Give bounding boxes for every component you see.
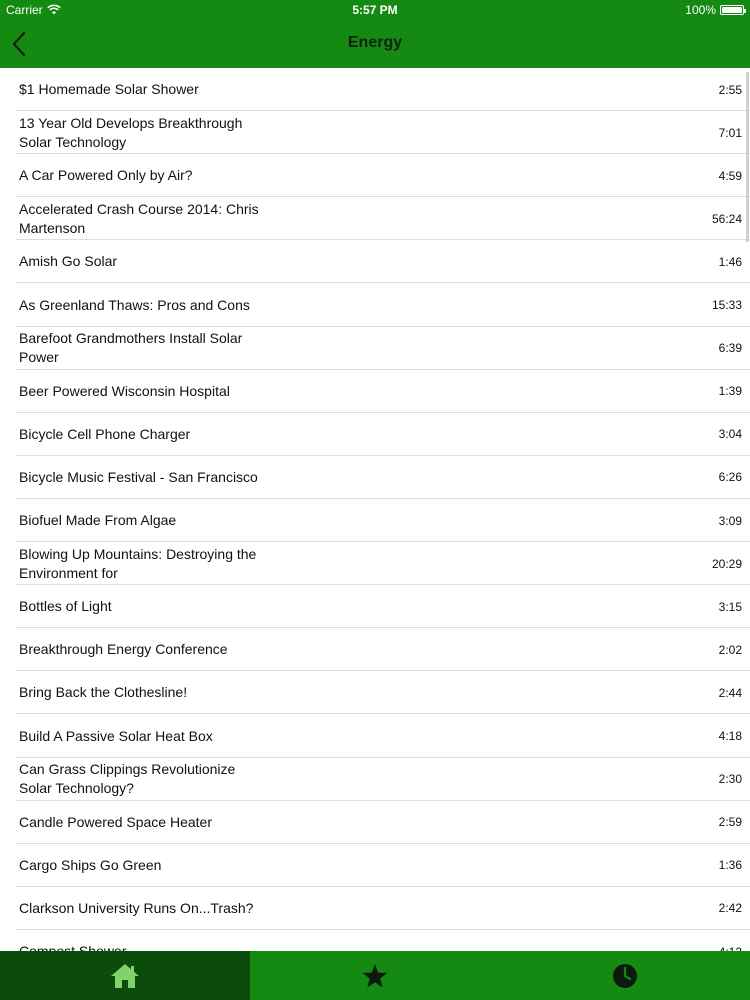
tab-home[interactable] [0,951,250,1000]
video-duration: 1:46 [718,254,742,269]
video-duration: 2:59 [718,815,742,830]
navigation-bar [0,20,750,68]
battery-percent: 100% [685,3,716,17]
video-title: Blowing Up Mountains: Destroying the Environment for [19,545,257,581]
list-item[interactable] [0,844,750,887]
video-list[interactable] [0,68,750,951]
battery-level [722,7,742,13]
tab-favorites[interactable] [250,951,500,1000]
tab-bar [0,951,750,1000]
battery-icon [720,5,744,15]
video-title: Build A Passive Solar Heat Box [19,727,213,744]
list-item[interactable] [0,758,750,801]
status-time: 5:57 PM [352,3,398,17]
video-title: Accelerated Crash Course 2014: Chris Martenson [19,200,259,236]
list-item[interactable] [0,585,750,628]
video-duration: 15:33 [711,298,742,312]
video-title: Clarkson University Runs On...Trash? [19,899,254,916]
tab-history[interactable] [500,951,750,1000]
video-title: Cargo Ships Go Green [19,856,162,873]
video-duration: 6:26 [718,470,742,485]
video-title: As Greenland Thaws: Pros and Cons [19,296,250,313]
video-duration: 2:30 [718,772,742,787]
video-duration: 6:39 [718,341,742,356]
battery-indicator [685,3,744,17]
video-title: Bottles of Light [19,598,112,615]
list-item[interactable] [0,715,750,758]
list-item[interactable] [0,628,750,671]
list-item[interactable] [0,456,750,499]
list-item[interactable] [0,370,750,413]
star-icon [361,962,389,990]
list-item[interactable] [0,197,750,240]
video-title: A Car Powered Only by Air? [19,167,193,184]
scrollbar[interactable] [746,72,749,242]
video-duration: 4:59 [718,168,742,183]
video-title: Beer Powered Wisconsin Hospital [19,382,230,399]
list-item[interactable] [0,154,750,197]
video-title: 13 Year Old Develops Breakthrough Solar Technology [19,114,243,150]
video-duration: 56:24 [711,211,742,226]
video-title: Can Grass Clippings Revolutionize Solar Technology? [19,761,236,797]
clock-icon [611,962,639,990]
list-item[interactable] [0,327,750,370]
video-duration: 1:39 [718,384,742,399]
list-item[interactable] [0,801,750,844]
video-title: Bicycle Cell Phone Charger [19,425,191,442]
video-duration: 2:55 [718,82,742,97]
video-title: Bring Back the Clothesline! [19,684,188,701]
video-duration: 3:15 [718,599,742,614]
list-item[interactable] [0,887,750,930]
list-item[interactable] [0,499,750,542]
list-item[interactable] [0,111,750,154]
video-duration: 1:36 [718,858,742,873]
list-item[interactable] [0,240,750,283]
video-duration: 7:01 [718,125,742,140]
status-bar [0,0,750,20]
video-duration: 4:18 [718,729,742,743]
video-duration: 3:09 [718,513,742,528]
video-title: Barefoot Grandmothers Install Solar Power [19,330,243,366]
list-item[interactable] [0,542,750,585]
video-title: Biofuel Made From Algae [19,512,177,528]
list-item[interactable] [0,68,750,111]
video-duration: 3:04 [718,427,742,442]
video-title: $1 Homemade Solar Shower [19,81,199,97]
video-title: Breakthrough Energy Conference [19,641,228,658]
video-title: Amish Go Solar [19,253,118,270]
page-title: Energy [347,34,403,51]
list-item[interactable] [0,671,750,714]
carrier-label: Carrier [6,3,43,17]
video-duration: 2:42 [718,901,742,916]
list-item[interactable] [0,413,750,456]
list-item[interactable] [0,284,750,327]
video-duration: 2:44 [718,685,742,700]
home-icon [109,962,141,990]
video-title: Bicycle Music Festival - San Francisco [19,468,258,485]
video-duration: 20:29 [711,556,742,571]
video-title: Candle Powered Space Heater [19,813,213,830]
video-duration: 2:02 [718,642,742,657]
